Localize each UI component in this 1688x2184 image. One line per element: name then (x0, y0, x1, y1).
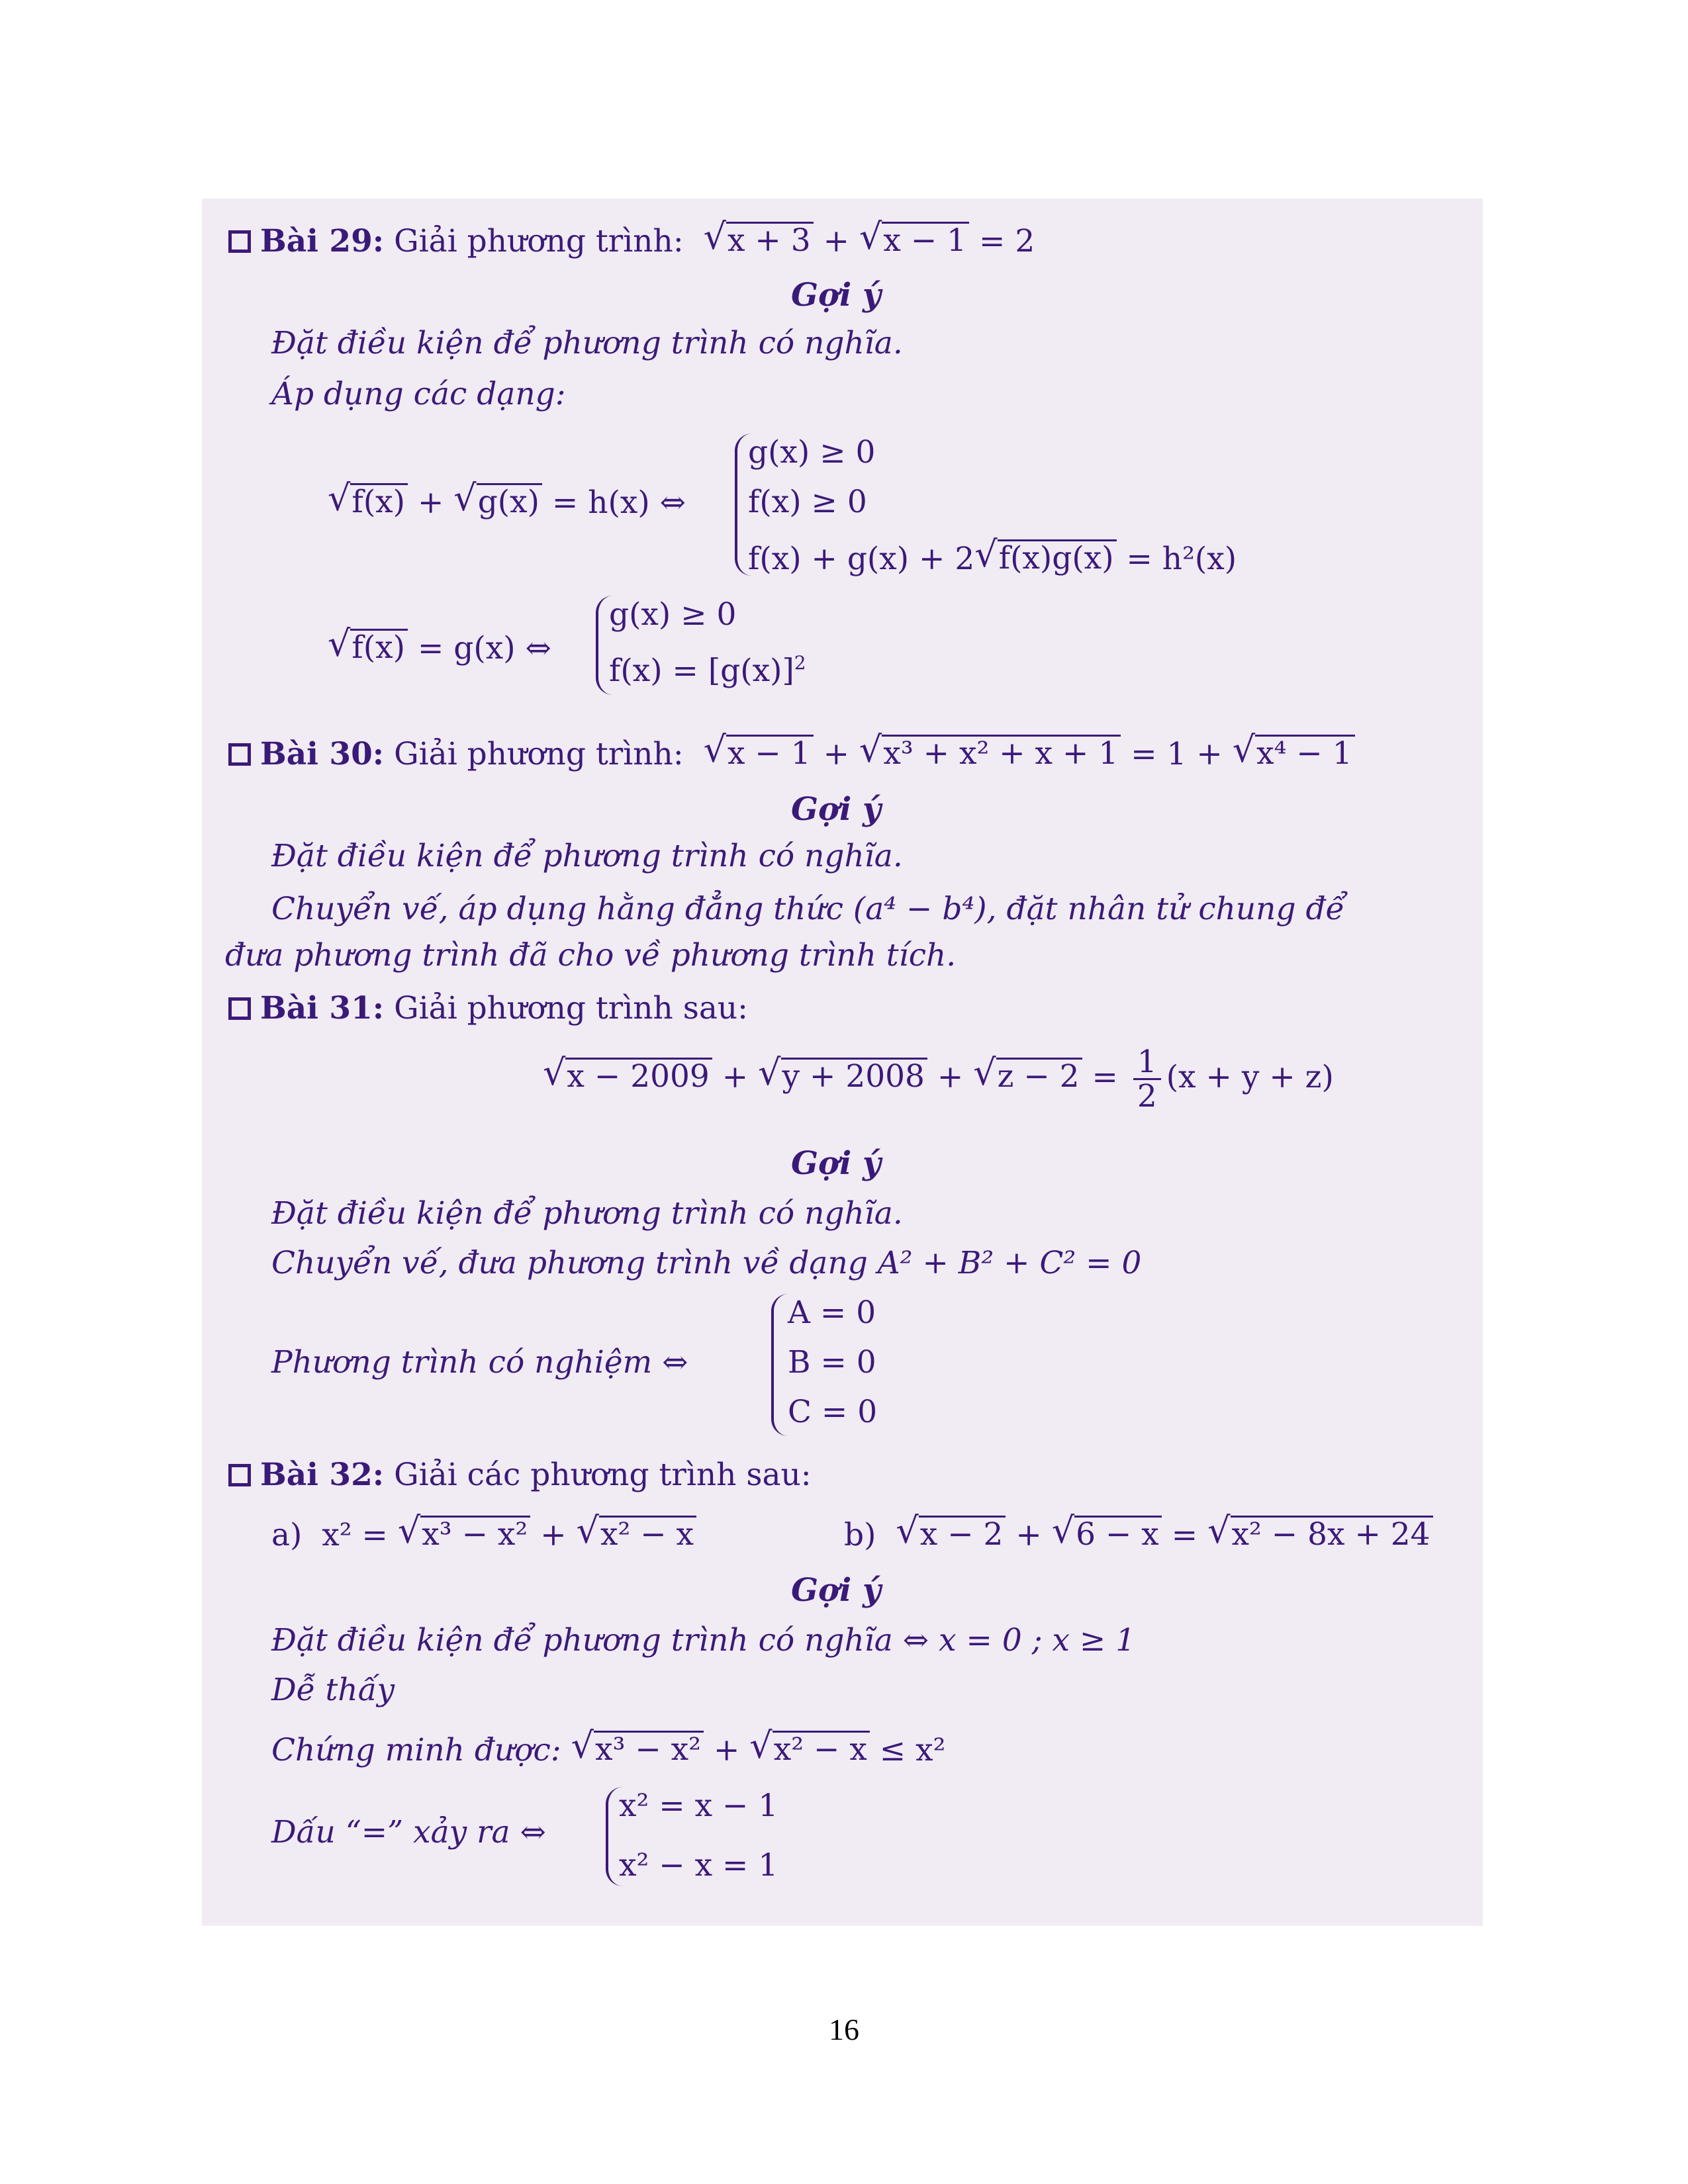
ex32-hint-line1: Đặt điều kiện để phương trình có nghĩa ⇔ x = 0 ; x ≥ 1 (271, 1622, 1136, 1659)
ex31-hint-line3: Phương trình có nghiệm ⇔ (271, 1344, 688, 1381)
ex32-part-b: b) √ x − 2 + √ 6 − x = √ x² − 8x + 24 (844, 1516, 1433, 1551)
ex29-form1-lhs: √ f(x) + √ g(x) = h(x) ⇔ (328, 477, 686, 521)
ex32-hint-title: Gợi ý (791, 1572, 881, 1609)
ex31-cond-c: C = 0 (788, 1394, 878, 1430)
ex29-form1-cond1: g(x) ≥ 0 (748, 434, 876, 471)
ex31-title: Bài 31: Giải phương trình sau: (228, 993, 748, 1024)
checkbox-square-icon (228, 997, 251, 1020)
ex29-form2-cond2: $f(x) = [g(x)]^2$ (609, 652, 806, 689)
ex32-hint-line4: Dấu “=” xảy ra ⇔ (271, 1814, 546, 1850)
ex32-sys-line1: x² = x − 1 (619, 1788, 778, 1824)
ex31-cond-b: B = 0 (788, 1344, 876, 1381)
checkbox-square-icon (228, 743, 251, 766)
ex29-form1-cond2: f(x) ≥ 0 (748, 484, 867, 520)
ex29-form1-cond3: f(x) + g(x) + 2 √ f(x)g(x) = h²(x) (748, 533, 1237, 577)
ex29-form2-cond1: g(x) ≥ 0 (609, 596, 737, 633)
ex32-hint-line2: Dễ thấy (271, 1672, 395, 1708)
ex32-hint-line3: Chứng minh được: √ x³ − x² + √ x² − x ≤ x² (271, 1725, 946, 1768)
ex30-hint-line1: Đặt điều kiện để phương trình có nghĩa. (271, 838, 903, 874)
checkbox-square-icon (228, 1464, 251, 1486)
ex29-title: Bài 29: Giải phương trình: √ x + 3 + √ x − 1 = 2 (228, 222, 1035, 257)
ex32-sys-line2: x² − x = 1 (619, 1847, 778, 1884)
ex31-cond-a: A = 0 (788, 1295, 876, 1331)
ex30-hint-line3: đưa phương trình đã cho về phương trình tích. (225, 937, 957, 974)
ex30-hint-line2: Chuyển vế, áp dụng hằng đẳng thức (a⁴ − b⁴), đặt nhân tử chung để (271, 891, 1345, 927)
ex29-hint-line2: Áp dụng các dạng: (271, 376, 566, 412)
ex31-equation: √ x − 2009 + √ y + 2008 + √ z − 2 = $\frac{1}{2}$ (x + y + z) (543, 1044, 1334, 1115)
ex29-hint-title: Gợi ý (791, 277, 881, 314)
ex32-title: Bài 32: Giải các phương trình sau: (228, 1459, 812, 1490)
ex29-hint-line1: Đặt điều kiện để phương trình có nghĩa. (271, 325, 903, 361)
ex31-brace (771, 1294, 790, 1436)
page-number: 16 (829, 2013, 859, 2046)
ex31-hint-title: Gợi ý (791, 1145, 881, 1182)
ex31-hint-line2: Chuyển vế, đưa phương trình về dạng A² + B² + C² = 0 (271, 1245, 1142, 1281)
checkbox-square-icon (228, 230, 251, 253)
ex30-hint-title: Gợi ý (791, 791, 881, 828)
ex32-part-a: a) x² = √ x³ − x² + √ x² − x (271, 1516, 696, 1551)
ex29-form2-lhs: √ f(x) = g(x) ⇔ (328, 623, 551, 666)
ex31-hint-line1: Đặt điều kiện để phương trình có nghĩa. (271, 1195, 903, 1232)
ex30-title: Bài 30: Giải phương trình: √ x − 1 + √ x³ + x² + x + 1 = 1 + √ x⁴ − 1 (228, 735, 1355, 770)
